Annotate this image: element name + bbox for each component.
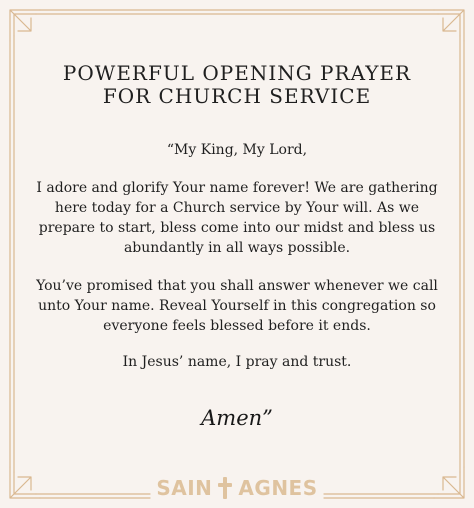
amen-text: Amen” — [201, 406, 273, 430]
prayer-text — [36, 140, 438, 372]
prayer-line-5: You’ve promised that you shall answer whenever we call — [36, 278, 438, 294]
prayer-line-4: abundantly in all ways possible. — [123, 240, 351, 256]
saint-agnes-logo — [0, 474, 474, 502]
prayer-line-1: I adore and glorify Your name forever! We are gathering — [36, 180, 438, 196]
paragraph-spacer — [36, 258, 438, 276]
cross-icon — [216, 476, 234, 500]
top-right-corner-ornament — [434, 10, 464, 41]
prayer-opening: “My King, My Lord, — [166, 142, 308, 158]
prayer-line-3: prepare to start, bless come into our midst and bless us — [38, 220, 436, 236]
page-title: POWERFUL OPENING PRAYER FOR CHURCH SERVICE — [62, 61, 412, 108]
brand-left-text: SAIN — [156, 476, 213, 500]
paragraph-spacer — [36, 160, 438, 178]
prayer-line-2: here today for a Church service by Your will. As we — [54, 200, 420, 216]
prayer-line-6: unto Your name. Reveal Yourself in this congregation so — [38, 298, 436, 314]
paragraph-spacer — [36, 336, 438, 352]
brand-right-text: AGNES — [238, 476, 318, 500]
prayer-closing: In Jesus’ name, I pray and trust. — [122, 354, 352, 370]
prayer-line-7: everyone feels blessed before it ends. — [103, 318, 371, 334]
top-left-corner-ornament — [10, 10, 40, 41]
